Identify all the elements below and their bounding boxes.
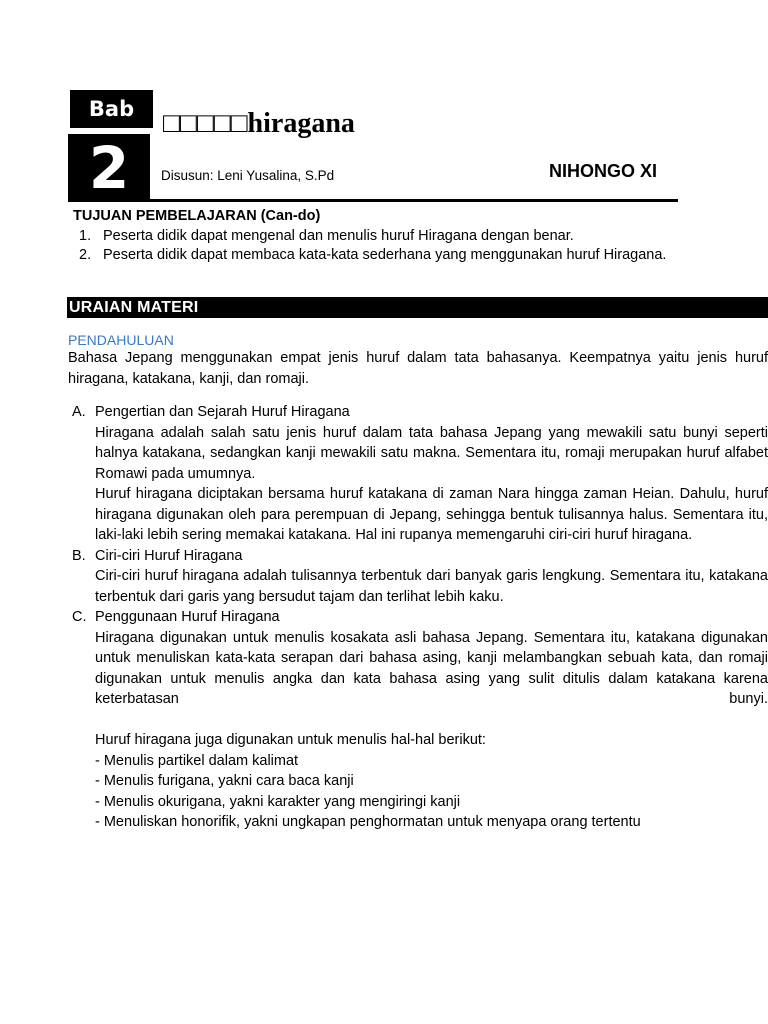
item-letter: C. — [72, 609, 87, 625]
material-item-c — [72, 607, 768, 833]
material-item-b — [72, 546, 768, 608]
chapter-title: □□□□□hiragana — [163, 108, 355, 139]
author-line: Disusun: Leni Yusalina, S.Pd — [161, 168, 335, 183]
course-name: NIHONGO XI — [549, 161, 658, 181]
item-paragraph: Hiragana digunakan untuk menulis kosakata asli bahasa Jepang. Sementara itu, katakana digunakan untuk menuliskan kata-kata serapan dari bahasa asing, kanji melambangkan sebuah kata, dan romaji digunakan untuk menulis angka dan kata bahasa asing yang sulit ditulis dalam katakana karena keterbatasan bunyi. — [95, 629, 768, 707]
item-paragraph: Huruf hiragana diciptakan bersama huruf katakana di zaman Nara hingga zaman Heian. Dahulu, huruf hiragana digunakan oleh para perempuan di Jepang, sehingga bentuk tulisannya halus. Sementara itu, laki-laki lebih sering memakai katakana. Hal ini rupanya memengaruhi ciri-ciri huruf hiragana. — [95, 486, 768, 543]
uses-intro: Huruf hiragana juga digunakan untuk menulis hal-hal berikut: — [95, 732, 486, 748]
chapter-number-box — [68, 134, 150, 202]
objective-item — [79, 246, 666, 265]
uses-list-item: - Menuliskan honorifik, yakni ungkapan penghormatan untuk menyapa orang tertentu — [95, 814, 641, 830]
material-list — [72, 402, 768, 833]
section-title: URAIAN MATERI — [69, 299, 199, 316]
intro-heading: PENDAHULUAN — [68, 332, 174, 348]
item-title: Pengertian dan Sejarah Huruf Hiragana — [95, 404, 350, 420]
bab-label: Bab — [88, 97, 135, 121]
uses-list-item: - Menulis partikel dalam kalimat — [95, 752, 299, 769]
material-item-a — [72, 402, 768, 546]
item-letter: B. — [72, 547, 86, 564]
item-letter: A. — [72, 404, 86, 420]
bab-label-box — [70, 90, 153, 128]
item-title: Penggunaan Huruf Hiragana — [95, 609, 280, 625]
chapter-number: 2 — [88, 134, 130, 202]
objective-text: Peserta didik dapat mengenal dan menulis huruf Hiragana dengan benar. — [103, 228, 574, 244]
intro-paragraph: Bahasa Jepang menggunakan empat jenis huruf dalam tata bahasanya. Keempatnya yaitu jenis huruf hiragana, katakana, kanji, dan romaji. — [68, 350, 768, 387]
item-paragraph: Ciri-ciri huruf hiragana adalah tulisannya terbentuk dari banyak garis lengkung. Sementara itu, katakana terbentuk dari garis yang bersudut tajam dan terlihat lebih kaku. — [95, 568, 768, 605]
objectives-heading: TUJUAN PEMBELAJARAN (Can-do) — [73, 208, 321, 224]
item-title: Ciri-ciri Huruf Hiragana — [95, 547, 243, 564]
objective-number: 1. — [79, 228, 92, 244]
spacer — [95, 710, 768, 731]
section-title-bar — [67, 297, 768, 318]
objective-text: Peserta didik dapat membaca kata-kata sederhana yang menggunakan huruf Hiragana. — [103, 247, 667, 263]
uses-list-item: - Menulis okurigana, yakni karakter yang mengiringi kanji — [95, 793, 461, 810]
objective-item — [79, 227, 666, 246]
header-rule — [150, 199, 678, 202]
objective-number: 2. — [79, 247, 92, 263]
uses-list-item: - Menulis furigana, yakni cara baca kanji — [95, 773, 354, 789]
item-paragraph: Hiragana adalah salah satu jenis huruf dalam tata bahasa Jepang yang mewakili satu bunyi seperti halnya katakana, sedangkan kanji mewakili satu makna. Sementara itu, romaji merupakan huruf alfabet Romawi pada umumnya. — [95, 424, 768, 482]
objectives-list — [79, 227, 666, 265]
